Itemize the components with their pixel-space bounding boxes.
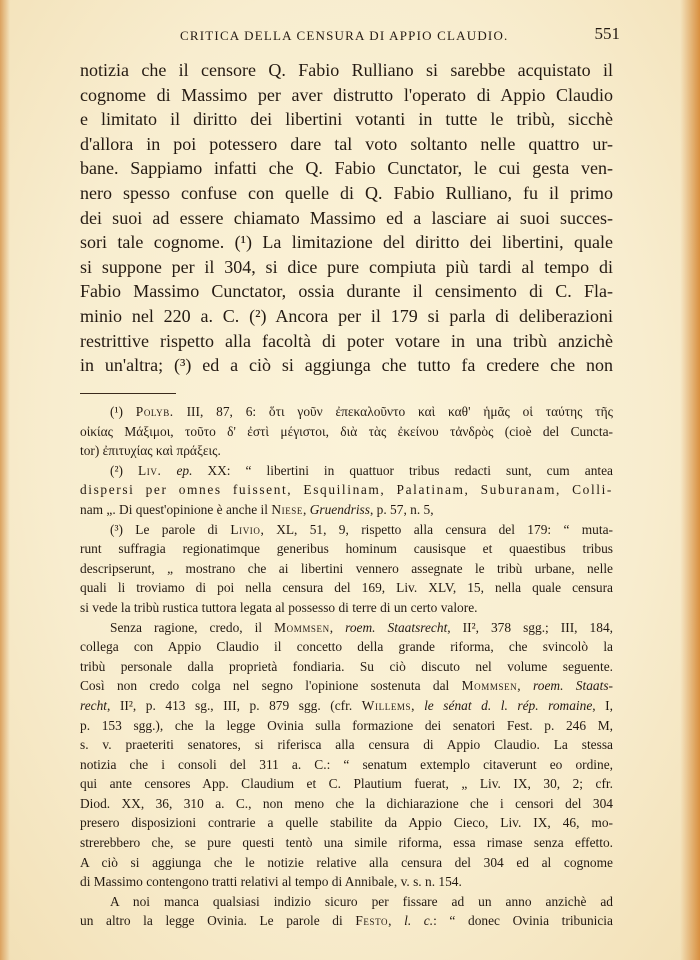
note-para-line: qui ante censores App. Claudium et C. Plautium fuerat, „ Liv. IX, 30, 2; cfr. xyxy=(80,776,613,792)
note-para-line: di Massimo contengono tratti relativi al tempo di Annibale, v. s. n. 154. xyxy=(80,874,462,890)
footnote-text: , II², p. 413 sg., III, p. 879 sgg. (cfr. xyxy=(107,697,353,713)
main-line: d'allora in poi potessero dare tal voto soltanto nelle quattro ur- xyxy=(80,133,613,154)
main-line: nero spesso confuse con quelle di Q. Fabio Rulliano, fu il primo xyxy=(80,182,613,203)
note-para-line: p. 153 sgg.), che la legge Ovinia sulla formazione dei senatori Fest. p. 246 M, xyxy=(80,717,613,733)
note-para-line: A noi manca qualsiasi indizio sicuro per fissare ad un anno anzichè ad xyxy=(110,893,613,909)
running-title: CRITICA DELLA CENSURA DI APPIO CLAUDIO. xyxy=(180,28,509,43)
footnote-2-line: dispersi per omnes fuissent, Esquilinam, Palatinam, Suburanam, Colli- xyxy=(80,482,613,498)
author-ref: Mommsen xyxy=(274,619,330,635)
footnote-3-line: runt suffragia regionatimque generibus hominum causisque et quaestibus tribus xyxy=(80,541,613,557)
footnote-3-line xyxy=(80,520,613,540)
work-title: roem. Staats- xyxy=(533,678,614,694)
footnote-marker: (¹) xyxy=(110,404,123,419)
footnote-1-line xyxy=(80,402,613,422)
main-text xyxy=(80,58,613,378)
note-para-line: recht, II², p. 413 sg., III, p. 879 sgg. (cfr. Willems, le sénat d. l. rép. romaine, I, xyxy=(80,697,613,713)
author-ref: Polyb. xyxy=(135,404,174,419)
footnote-text: XX: “ libertini in quattuor tribus redacti sunt, cum antea xyxy=(207,462,613,478)
note-para-line: notizia che i consoli del 311 a. C.: “ senatum extemplo citaverunt eo ordine, xyxy=(80,756,613,772)
page-header xyxy=(80,24,620,50)
footnote-text: Così non credo colga nel segno l'opinione sostenuta dal xyxy=(80,678,450,694)
work-title: l. c. xyxy=(404,913,434,929)
note-para-line: collega con Appio Claudio il concetto della grande riforma, che svincolò la xyxy=(80,639,613,655)
footnote-1-line: οἰκίας Μάξιμοι, τοῦτο δ' ἐστὶ μέγιστοι, διὰ τὰς ἐκείνου τἀνδρὸς (cioè del Cuncta- xyxy=(80,423,613,439)
work-title: le sénat d. l. rép. romaine xyxy=(424,697,593,713)
footnote-text: : “ donec Ovinia tribunicia xyxy=(433,913,613,929)
note-para-line: A ciò si aggiunga che le notizie relative alla censura del 304 ed al cognome xyxy=(80,854,613,870)
author-ref: Niese xyxy=(271,501,303,517)
note-para-line: strerebbero che, se pure questi tentò una simile riforma, essa rimase senza effetto. xyxy=(80,835,613,851)
footnote-rule xyxy=(80,393,176,394)
note-para-line: Così non credo colga nel segno l'opinione sostenuta dal Mommsen, roem. Staats- xyxy=(80,678,614,694)
page-number: 551 xyxy=(594,24,620,43)
work-title: roem. Staatsrecht xyxy=(345,619,448,635)
note-para-line: presero disposizioni contrarie a quelle stabilite da Appio Cieco, Liv. IX, 46, mo- xyxy=(80,815,613,831)
main-line: sori tale cognome. (¹) La limitazione del diritto dei libertini, quale xyxy=(80,232,613,253)
page-edge-shadow-right xyxy=(680,0,700,960)
footnote-text: , II², 378 sgg.; III, 184, xyxy=(447,619,613,635)
footnotes xyxy=(80,402,613,931)
main-line: restrittive rispetto alla facoltà di poter votare in una tribù anzichè xyxy=(80,330,613,351)
footnote-text: un altro la legge Ovinia. Le parole di xyxy=(80,913,343,929)
author-ref: Willems xyxy=(361,697,412,713)
main-line: notizia che il censore Q. Fabio Rulliano si sarebbe acquistato il xyxy=(80,60,613,80)
author-ref: Festo xyxy=(355,913,389,929)
main-line: cognome di Massimo per aver distrutto l'operato di Appio Claudio xyxy=(80,84,613,105)
work-title: Gruendriss xyxy=(309,501,370,517)
main-line: dei suoi ad essere chiamato Massimo ed a lasciare ai suoi succes- xyxy=(80,207,613,228)
page-edge-shadow-left xyxy=(0,0,10,960)
note-para-line: un altro la legge Ovinia. Le parole di Festo, l. c.: “ donec Ovinia tribunicia xyxy=(80,913,613,929)
author-ref: Livio xyxy=(230,521,261,537)
footnote-1-line: tor) ἐπιτυχίας καὶ πράξεις. xyxy=(80,443,221,459)
note-para-line: Senza ragione, credo, il Mommsen, roem. Staatsrecht, II², 378 sgg.; III, 184, xyxy=(110,619,613,635)
footnote-2-line: nam „. Di quest'opinione è anche il Niese, Gruendriss, p. 57, n. 5, xyxy=(80,501,434,517)
main-line: bane. Sappiamo infatti che Q. Fabio Cunctator, le cui gesta ven- xyxy=(80,158,613,179)
footnote-text: , I, xyxy=(592,697,613,713)
main-line: minio nel 220 a. C. (²) Ancora per il 179 si parla di deliberazioni xyxy=(80,305,613,326)
footnote-2-line xyxy=(80,461,613,481)
footnote-text: nam „. Di quest'opinione è anche il xyxy=(80,501,268,517)
footnote-text: Le parole di xyxy=(135,521,218,537)
footnote-3-line: si vede la tribù rustica tuttora legata al possesso di terre di un certo valore. xyxy=(80,599,478,615)
footnote-marker: (²) xyxy=(110,462,123,478)
footnote-marker: (³) xyxy=(110,521,123,537)
note-para-line: s. v. praeteriti senatores, si riferisca alla censura di Appio Claudio. La stessa xyxy=(80,737,613,753)
footnote-text: III, 87, 6: ὅτι γοῦν ἐπεκαλοῦντο καὶ καθ' ἡμᾶς οἱ ταύτης τῆς xyxy=(186,404,613,419)
author-ref: Liv. xyxy=(137,462,162,478)
work-title: ep. xyxy=(176,462,193,478)
footnote-3-line: descripserunt, „ mostrano che ai libertini vennero assegnate le tribù urbane, nelle xyxy=(80,560,613,576)
main-line: e limitato il diritto dei libertini votanti in tutte le tribù, sicchè xyxy=(80,109,613,130)
footnote-3-line: quali li troviamo di poi nella censura del 169, Liv. XLV, 15, nella quale censura xyxy=(80,580,613,596)
note-para-line: tribù personale dalla proprietà fondiaria. Su ciò discuto nel volume seguente. xyxy=(80,658,613,674)
note-para-line: Diod. XX, 36, 310 a. C., non meno che la dichiarazione che i censori del 304 xyxy=(80,795,613,811)
main-line: si suppone per il 304, si dice pure compiuta più tardi al tempo di xyxy=(80,256,613,277)
main-line: Fabio Massimo Cunctator, ossia durante il censimento di C. Fla- xyxy=(80,281,613,302)
footnote-text: Senza ragione, credo, il xyxy=(110,619,263,635)
author-ref: Mommsen xyxy=(461,678,518,694)
work-title: recht xyxy=(80,697,108,713)
footnote-text: , XL, 51, 9, rispetto alla censura del 179: “ muta- xyxy=(260,521,613,537)
main-line: in un'altra; (³) ed a ciò si aggiunga che tutto fa credere che non xyxy=(80,355,613,376)
footnote-text: , p. 57, n. 5, xyxy=(369,501,434,517)
